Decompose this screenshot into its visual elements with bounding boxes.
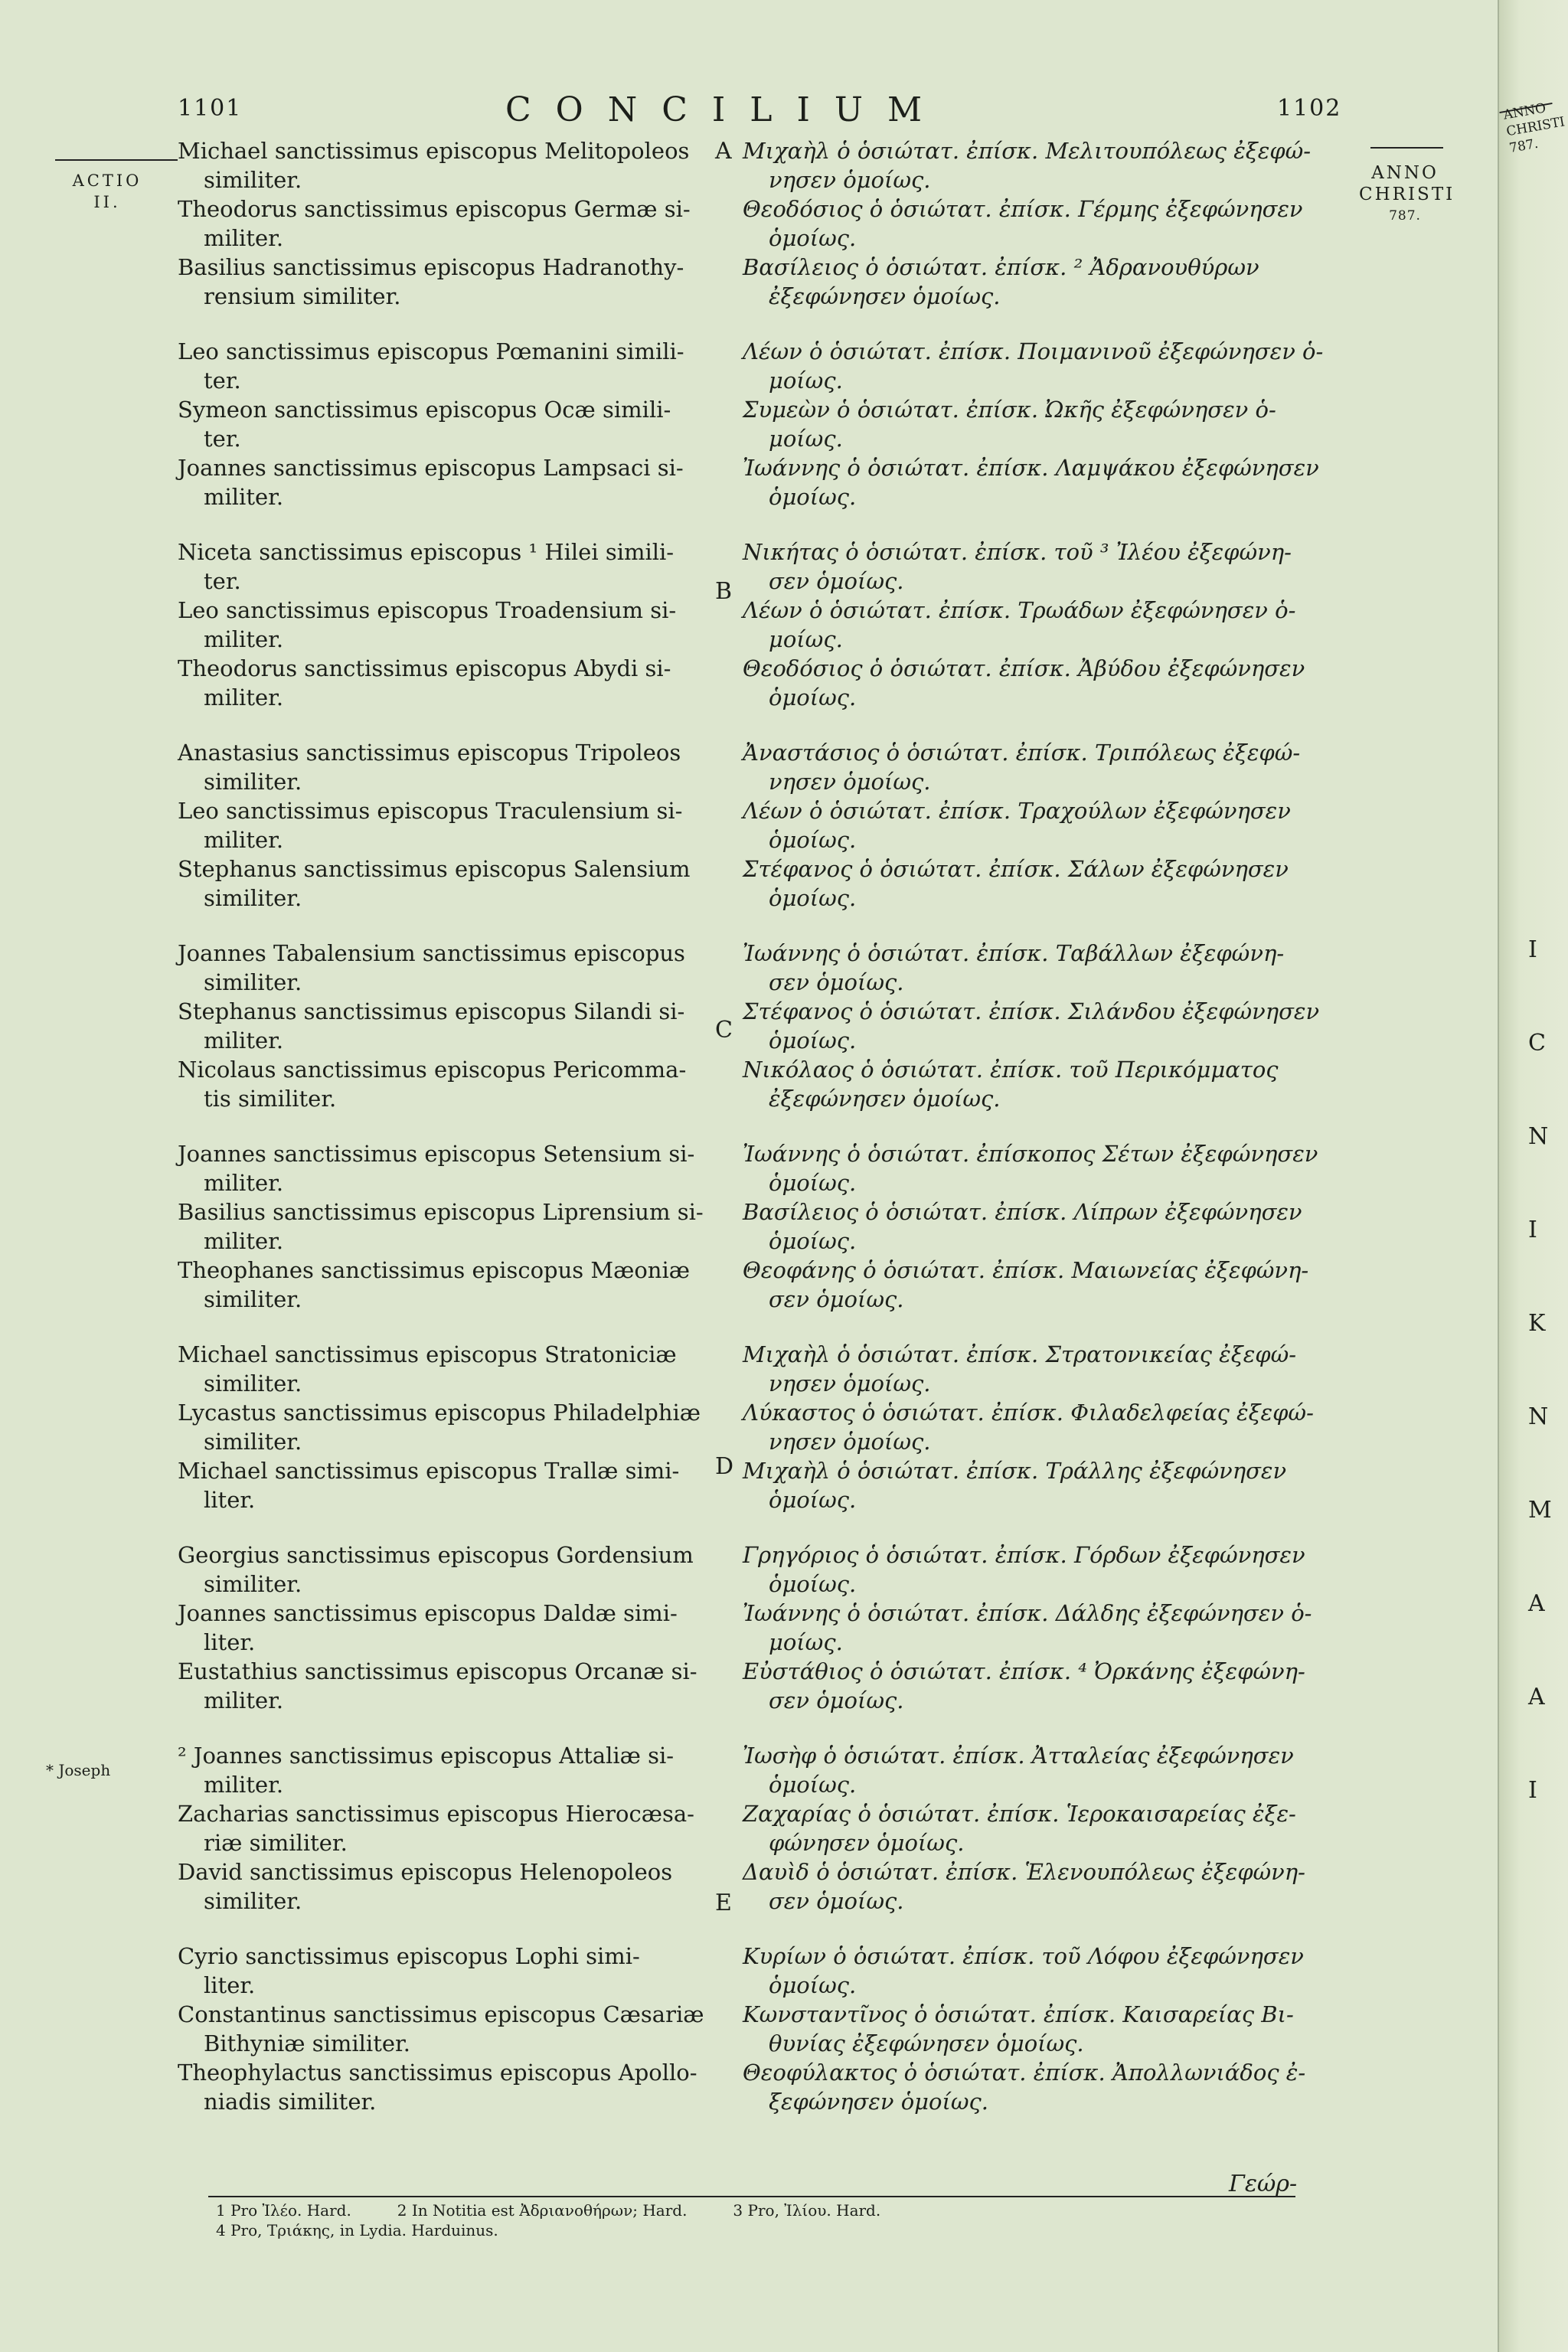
- group-gap: [178, 1113, 714, 1139]
- latin-entry: [178, 1456, 714, 1514]
- greek-entry-continuation: ξεφώνησεν ὁμοίως.: [769, 2089, 988, 2115]
- latin-entry: [178, 1799, 714, 1857]
- greek-entry-first-line: Εὐστάθιος ὁ ὁσιώτατ. ἐπίσκ. ⁴ Ὀρκάνης ἐξεφώνη-: [743, 1658, 1305, 1684]
- greek-entry-continuation: ὁμοίως.: [769, 1027, 857, 1054]
- footnote-1: 1 Pro Ἰλέο. Hard.: [216, 2201, 351, 2220]
- latin-entry: [178, 453, 714, 511]
- group-gap: [178, 311, 714, 337]
- greek-entry: [743, 997, 1344, 1055]
- group-gap: [178, 511, 714, 537]
- latin-entry-first-line: Michael sanctissimus episcopus Trallæ simi-: [178, 1458, 680, 1484]
- greek-entry-first-line: Γρηγόριος ὁ ὁσιώτατ. ἐπίσκ. Γόρδων ἐξεφώνησεν: [743, 1542, 1305, 1568]
- latin-entry-continuation: similiter.: [204, 969, 302, 995]
- latin-entry-continuation: militer.: [204, 827, 284, 853]
- greek-entry-continuation: θυνίας ἐξεφώνησεν ὁμοίως.: [769, 2030, 1084, 2056]
- latin-entry-continuation: ter.: [204, 568, 241, 594]
- greek-entry-first-line: Λέων ὁ ὁσιώτατ. ἐπίσκ. Ποιμανινοῦ ἐξεφώνησεν ὁ-: [743, 338, 1324, 364]
- greek-entry-continuation: σεν ὁμοίως.: [769, 969, 904, 995]
- latin-entry-first-line: Michael sanctissimus episcopus Melitopoleos: [178, 138, 690, 164]
- greek-entry-first-line: Δαυὶδ ὁ ὁσιώτατ. ἐπίσκ. Ἑλενουπόλεως ἐξεφώνη-: [743, 1859, 1305, 1885]
- greek-entry-first-line: Ἰωάννης ὁ ὁσιώτατ. ἐπίσκοπος Σέτων ἐξεφώνησεν: [743, 1141, 1318, 1167]
- year-787: 787.: [1389, 208, 1421, 224]
- actio-word: ACTIO: [72, 172, 142, 190]
- left-page-number: 1101: [178, 95, 243, 122]
- greek-entry: [743, 1398, 1344, 1456]
- greek-entry: [743, 1197, 1344, 1256]
- latin-entry: [178, 1398, 714, 1456]
- greek-entry: [743, 1942, 1344, 2000]
- greek-entry: [743, 194, 1344, 253]
- latin-entry-continuation: liter.: [204, 1487, 256, 1513]
- latin-entry-continuation: similiter.: [204, 1370, 302, 1396]
- latin-entry: [178, 1857, 714, 1916]
- section-letter-d: D: [715, 1453, 734, 1480]
- greek-entry-first-line: Ζαχαρίας ὁ ὁσιώτατ. ἐπίσκ. Ἱεροκαισαρείας ἐξε-: [743, 1801, 1296, 1827]
- greek-entry-continuation: ἐξεφώνησεν ὁμοίως.: [769, 283, 1001, 309]
- greek-entry-continuation: φώνησεν ὁμοίως.: [769, 1830, 965, 1856]
- latin-entry-continuation: similiter.: [204, 885, 302, 911]
- greek-entry-first-line: Στέφανος ὁ ὁσιώτατ. ἐπίσκ. Σάλων ἐξεφώνησεν: [743, 856, 1289, 882]
- catchword: Γεώρ-: [1229, 2171, 1298, 2197]
- greek-entry-first-line: Βασίλειος ὁ ὁσιώτατ. ἐπίσκ. Λίπρων ἐξεφώνησεν: [743, 1199, 1302, 1225]
- latin-entry-continuation: similiter.: [204, 1286, 302, 1312]
- latin-entry: [178, 136, 714, 194]
- latin-entry-continuation: liter.: [204, 1972, 256, 1998]
- group-gap: [743, 1314, 1344, 1340]
- greek-entry-continuation: ὁμοίως.: [769, 1487, 857, 1513]
- footnote-2: 2 In Notitia est Ἀδριανοθήρων; Hard.: [397, 2201, 688, 2220]
- latin-entry-first-line: Constantinus sanctissimus episcopus Cæsariæ: [178, 2001, 704, 2027]
- latin-entry: [178, 1942, 714, 2000]
- latin-entry-first-line: Leo sanctissimus episcopus Pœmanini simili-: [178, 338, 684, 364]
- greek-entry-continuation: μοίως.: [769, 368, 843, 394]
- latin-entry: [178, 1540, 714, 1599]
- section-letter-c: C: [715, 1017, 733, 1044]
- latin-entry-continuation: militer.: [204, 484, 284, 510]
- greek-entry-continuation: νησεν ὁμοίως.: [769, 1429, 931, 1455]
- latin-entry-continuation: militer.: [204, 1687, 284, 1713]
- greek-entry-first-line: Ἰωσὴφ ὁ ὁσιώτατ. ἐπίσκ. Ἀτταλείας ἐξεφώνησεν: [743, 1743, 1294, 1769]
- group-gap: [743, 511, 1344, 537]
- greek-entry: [743, 136, 1344, 194]
- adjacent-page-edge: [1498, 0, 1568, 2352]
- greek-entry-continuation: ὁμοίως.: [769, 885, 857, 911]
- group-gap: [743, 913, 1344, 939]
- latin-entry: [178, 1055, 714, 1113]
- latin-entry-continuation: similiter.: [204, 1429, 302, 1455]
- latin-entry: [178, 997, 714, 1055]
- greek-entry-continuation: ὁμοίως.: [769, 1571, 857, 1597]
- greek-entry: [743, 253, 1344, 311]
- greek-entry-continuation: σεν ὁμοίως.: [769, 1687, 904, 1713]
- latin-entry-first-line: David sanctissimus episcopus Helenopoleos: [178, 1859, 673, 1885]
- latin-entry: [178, 596, 714, 654]
- joseph-margin-note: * Joseph: [46, 1761, 111, 1779]
- greek-entry-first-line: Λέων ὁ ὁσιώτατ. ἐπίσκ. Τρωάδων ἐξεφώνησεν ὁ-: [743, 597, 1296, 623]
- latin-entry: [178, 1599, 714, 1657]
- latin-entry-first-line: Joannes sanctissimus episcopus Daldæ simi-: [178, 1600, 678, 1626]
- greek-entry-first-line: Θεοφύλακτος ὁ ὁσιώτατ. ἐπίσκ. Ἀπολλωνιάδος ἐ-: [743, 2060, 1306, 2086]
- latin-entry-first-line: Basilius sanctissimus episcopus Hadranothy-: [178, 254, 684, 280]
- section-letter-a: A: [715, 138, 732, 165]
- section-letter-e: E: [715, 1890, 732, 1916]
- greek-entry: [743, 2000, 1344, 2058]
- greek-entry: [743, 1799, 1344, 1857]
- latin-entry-continuation: militer.: [204, 1027, 284, 1054]
- actio-label: [46, 170, 168, 213]
- footnote-row-1: [216, 2200, 1326, 2220]
- latin-entry-first-line: Anastasius sanctissimus episcopus Tripoleos: [178, 740, 681, 766]
- greek-entry: [743, 854, 1344, 913]
- latin-entry-first-line: Basilius sanctissimus episcopus Liprensium si-: [178, 1199, 704, 1225]
- greek-entry-continuation: σεν ὁμοίως.: [769, 568, 904, 594]
- greek-entry-first-line: Ἀναστάσιος ὁ ὁσιώτατ. ἐπίσκ. Τριπόλεως ἐξεφώ-: [743, 740, 1301, 766]
- greek-entry-first-line: Μιχαὴλ ὁ ὁσιώτατ. ἐπίσκ. Μελιτουπόλεως ἐξεφώ-: [743, 138, 1312, 164]
- latin-entry-continuation: similiter.: [204, 1888, 302, 1914]
- latin-entry-first-line: Theophylactus sanctissimus episcopus Apollo-: [178, 2060, 697, 2086]
- footnote-rule: [208, 2196, 1295, 2197]
- group-gap: [178, 1916, 714, 1942]
- anno-christi-label: [1359, 162, 1455, 227]
- greek-entry: [743, 1857, 1344, 1916]
- greek-entry-continuation: ὁμοίως.: [769, 1228, 857, 1254]
- edge-letters: I C N I K N M A A I: [1528, 936, 1552, 1804]
- latin-entry-continuation: militer.: [204, 1170, 284, 1196]
- greek-entry: [743, 738, 1344, 796]
- right-margin-rule: [1370, 147, 1443, 149]
- latin-entry: [178, 2058, 714, 2116]
- greek-entry: [743, 1599, 1344, 1657]
- latin-entry-first-line: Joannes Tabalensium sanctissimus episcopus: [178, 940, 685, 966]
- latin-entry-continuation: tis similiter.: [204, 1086, 337, 1112]
- footnote-4: 4 Pro, Τριάκης, in Lydia. Harduinus.: [216, 2221, 498, 2239]
- latin-entry-continuation: riæ similiter.: [204, 1830, 348, 1856]
- latin-entry-first-line: Joannes sanctissimus episcopus Lampsaci si-: [178, 455, 684, 481]
- latin-entry: [178, 1340, 714, 1398]
- latin-entry-continuation: ter.: [204, 368, 241, 394]
- latin-entry: [178, 337, 714, 395]
- greek-entry: [743, 1456, 1344, 1514]
- latin-entry-continuation: liter.: [204, 1629, 256, 1655]
- greek-entry-first-line: Ἰωάννης ὁ ὁσιώτατ. ἐπίσκ. Λαμψάκου ἐξεφώνησεν: [743, 455, 1319, 481]
- footnote-3: 3 Pro, Ἰλίου. Hard.: [733, 2201, 881, 2220]
- greek-entry: [743, 1055, 1344, 1113]
- group-gap: [743, 1113, 1344, 1139]
- latin-entry-continuation: similiter.: [204, 167, 302, 193]
- latin-entry-continuation: similiter.: [204, 1571, 302, 1597]
- latin-entry: [178, 796, 714, 854]
- latin-entry-first-line: Stephanus sanctissimus episcopus Salensium: [178, 856, 691, 882]
- latin-entry: [178, 1197, 714, 1256]
- latin-entry: [178, 654, 714, 712]
- greek-entry: [743, 337, 1344, 395]
- group-gap: [178, 1314, 714, 1340]
- latin-entry: [178, 1657, 714, 1715]
- latin-entry: [178, 1741, 714, 1799]
- greek-entry-first-line: Ἰωάννης ὁ ὁσιώτατ. ἐπίσκ. Ταβάλλων ἐξεφώνη-: [743, 940, 1285, 966]
- actio-number: II.: [93, 193, 121, 211]
- greek-entry: [743, 453, 1344, 511]
- page-header: [0, 90, 1501, 129]
- latin-entry: [178, 395, 714, 453]
- greek-entry-first-line: Θεοδόσιος ὁ ὁσιώτατ. ἐπίσκ. Γέρμης ἐξεφώνησεν: [743, 196, 1303, 222]
- latin-entry-first-line: Zacharias sanctissimus episcopus Hierocæsa-: [178, 1801, 694, 1827]
- greek-entry-first-line: Νικήτας ὁ ὁσιώτατ. ἐπίσκ. τοῦ ³ Ἰλέου ἐξεφώνη-: [743, 539, 1292, 565]
- greek-entry: [743, 796, 1344, 854]
- latin-entry-first-line: Leo sanctissimus episcopus Troadensium si-: [178, 597, 677, 623]
- group-gap: [743, 311, 1344, 337]
- greek-entry-first-line: Στέφανος ὁ ὁσιώτατ. ἐπίσκ. Σιλάνδου ἐξεφώνησεν: [743, 998, 1320, 1024]
- greek-entry: [743, 2058, 1344, 2116]
- greek-entry-first-line: Μιχαὴλ ὁ ὁσιώτατ. ἐπίσκ. Τράλλης ἐξεφώνησεν: [743, 1458, 1287, 1484]
- latin-entry: [178, 1256, 714, 1314]
- latin-entry-first-line: Michael sanctissimus episcopus Stratoniciæ: [178, 1341, 677, 1367]
- greek-entry-continuation: ὁμοίως.: [769, 225, 857, 251]
- latin-entry-continuation: militer.: [204, 626, 284, 652]
- page-title: CONCILIUM: [505, 90, 947, 129]
- group-gap: [743, 1514, 1344, 1540]
- greek-entry-continuation: ὁμοίως.: [769, 1170, 857, 1196]
- greek-entry: [743, 1256, 1344, 1314]
- latin-entry-continuation: similiter.: [204, 769, 302, 795]
- greek-entry: [743, 1139, 1344, 1197]
- greek-entry-first-line: Κυρίων ὁ ὁσιώτατ. ἐπίσκ. τοῦ Λόφου ἐξεφώνησεν: [743, 1943, 1304, 1969]
- right-page-number: 1102: [1277, 95, 1342, 122]
- group-gap: [743, 1715, 1344, 1741]
- greek-entry-first-line: Λύκαστος ὁ ὁσιώτατ. ἐπίσκ. Φιλαδελφείας ἐξεφώ-: [743, 1400, 1314, 1426]
- edge-margin-text: ANNO CHRISTI 787.: [1502, 100, 1566, 157]
- latin-entry-continuation: ter.: [204, 426, 241, 452]
- greek-entry-first-line: Συμεὼν ὁ ὁσιώτατ. ἐπίσκ. Ὠκῆς ἐξεφώνησεν ὁ-: [743, 397, 1276, 423]
- greek-entry-continuation: ὁμοίως.: [769, 1772, 857, 1798]
- greek-entry-first-line: Θεοδόσιος ὁ ὁσιώτατ. ἐπίσκ. Ἀβύδου ἐξεφώνησεν: [743, 655, 1305, 681]
- greek-entry-continuation: ἐξεφώνησεν ὁμοίως.: [769, 1086, 1001, 1112]
- greek-entry-continuation: σεν ὁμοίως.: [769, 1888, 904, 1914]
- christi-word: CHRISTI: [1359, 185, 1455, 204]
- greek-entry-continuation: νησεν ὁμοίως.: [769, 1370, 931, 1396]
- latin-entry-continuation: niadis similiter.: [204, 2089, 377, 2115]
- latin-entry-first-line: ² Joannes sanctissimus episcopus Attaliæ si-: [178, 1743, 675, 1769]
- latin-entry: [178, 738, 714, 796]
- latin-entry-continuation: rensium similiter.: [204, 283, 401, 309]
- section-letter-b: B: [715, 578, 733, 605]
- greek-entry-continuation: ὁμοίως.: [769, 1972, 857, 1998]
- greek-entry-first-line: Νικόλαος ὁ ὁσιώτατ. ἐπίσκ. τοῦ Περικόμματος: [743, 1057, 1279, 1083]
- group-gap: [178, 1514, 714, 1540]
- greek-entry-continuation: μοίως.: [769, 1629, 843, 1655]
- greek-entry-first-line: Θεοφάνης ὁ ὁσιώτατ. ἐπίσκ. Μαιωνείας ἐξεφώνη-: [743, 1257, 1309, 1283]
- latin-entry-continuation: Bithyniæ similiter.: [204, 2030, 410, 2056]
- latin-entry-first-line: Theodorus sanctissimus episcopus Abydi si-: [178, 655, 671, 681]
- greek-entry-continuation: μοίως.: [769, 426, 843, 452]
- footnote-row-2: [216, 2220, 1326, 2240]
- greek-entry-first-line: Μιχαὴλ ὁ ὁσιώτατ. ἐπίσκ. Στρατονικείας ἐξεφώ-: [743, 1341, 1297, 1367]
- greek-entry: [743, 1340, 1344, 1398]
- latin-entry-first-line: Lycastus sanctissimus episcopus Philadelphiæ: [178, 1400, 701, 1426]
- greek-entry: [743, 1657, 1344, 1715]
- left-margin-rule: [55, 159, 178, 161]
- group-gap: [178, 712, 714, 738]
- latin-entry: [178, 537, 714, 596]
- latin-entry-first-line: Nicolaus sanctissimus episcopus Pericomma-: [178, 1057, 687, 1083]
- latin-entry-first-line: Theophanes sanctissimus episcopus Mæoniæ: [178, 1257, 690, 1283]
- greek-entry-continuation: σεν ὁμοίως.: [769, 1286, 904, 1312]
- latin-entry-first-line: Georgius sanctissimus episcopus Gordensium: [178, 1542, 694, 1568]
- latin-entry: [178, 194, 714, 253]
- latin-entry-continuation: militer.: [204, 1772, 284, 1798]
- latin-entry-first-line: Stephanus sanctissimus episcopus Silandi si-: [178, 998, 685, 1024]
- latin-entry-continuation: militer.: [204, 684, 284, 710]
- greek-entry: [743, 1540, 1344, 1599]
- greek-entry-first-line: Κωνσταντῖνος ὁ ὁσιώτατ. ἐπίσκ. Καισαρείας Βι-: [743, 2001, 1294, 2027]
- latin-entry-first-line: Theodorus sanctissimus episcopus Germæ si-: [178, 196, 691, 222]
- greek-entry-continuation: νησεν ὁμοίως.: [769, 769, 931, 795]
- group-gap: [743, 712, 1344, 738]
- latin-entry-first-line: Leo sanctissimus episcopus Traculensium si-: [178, 798, 683, 824]
- latin-entry: [178, 939, 714, 997]
- greek-entry: [743, 395, 1344, 453]
- greek-entry: [743, 537, 1344, 596]
- latin-entry: [178, 854, 714, 913]
- greek-entry-continuation: ὁμοίως.: [769, 684, 857, 710]
- greek-entry: [743, 939, 1344, 997]
- greek-entry-continuation: ὁμοίως.: [769, 484, 857, 510]
- group-gap: [178, 1715, 714, 1741]
- group-gap: [178, 913, 714, 939]
- greek-entry-first-line: Λέων ὁ ὁσιώτατ. ἐπίσκ. Τραχούλων ἐξεφώνησεν: [743, 798, 1291, 824]
- latin-entry-first-line: Joannes sanctissimus episcopus Setensium si-: [178, 1141, 695, 1167]
- footnotes: [216, 2200, 1326, 2240]
- latin-entry-first-line: Cyrio sanctissimus episcopus Lophi simi-: [178, 1943, 640, 1969]
- anno-word: ANNO: [1371, 163, 1439, 183]
- greek-entry-first-line: Βασίλειος ὁ ὁσιώτατ. ἐπίσκ. ² Ἀδρανουθύρων: [743, 254, 1259, 280]
- latin-column: [178, 136, 714, 2116]
- greek-entry: [743, 1741, 1344, 1799]
- latin-entry-first-line: Eustathius sanctissimus episcopus Orcanæ si-: [178, 1658, 697, 1684]
- greek-entry-continuation: ὁμοίως.: [769, 827, 857, 853]
- latin-entry-first-line: Symeon sanctissimus episcopus Ocæ simili-: [178, 397, 671, 423]
- greek-entry-continuation: μοίως.: [769, 626, 843, 652]
- greek-entry-first-line: Ἰωάννης ὁ ὁσιώτατ. ἐπίσκ. Δάλδης ἐξεφώνησεν ὁ-: [743, 1600, 1312, 1626]
- latin-entry: [178, 1139, 714, 1197]
- latin-entry: [178, 253, 714, 311]
- latin-entry-continuation: militer.: [204, 225, 284, 251]
- group-gap: [743, 1916, 1344, 1942]
- greek-entry: [743, 654, 1344, 712]
- greek-entry: [743, 596, 1344, 654]
- latin-entry-continuation: militer.: [204, 1228, 284, 1254]
- greek-column: [743, 136, 1344, 2116]
- latin-entry: [178, 2000, 714, 2058]
- latin-entry-first-line: Niceta sanctissimus episcopus ¹ Hilei simili-: [178, 539, 675, 565]
- greek-entry-continuation: νησεν ὁμοίως.: [769, 167, 931, 193]
